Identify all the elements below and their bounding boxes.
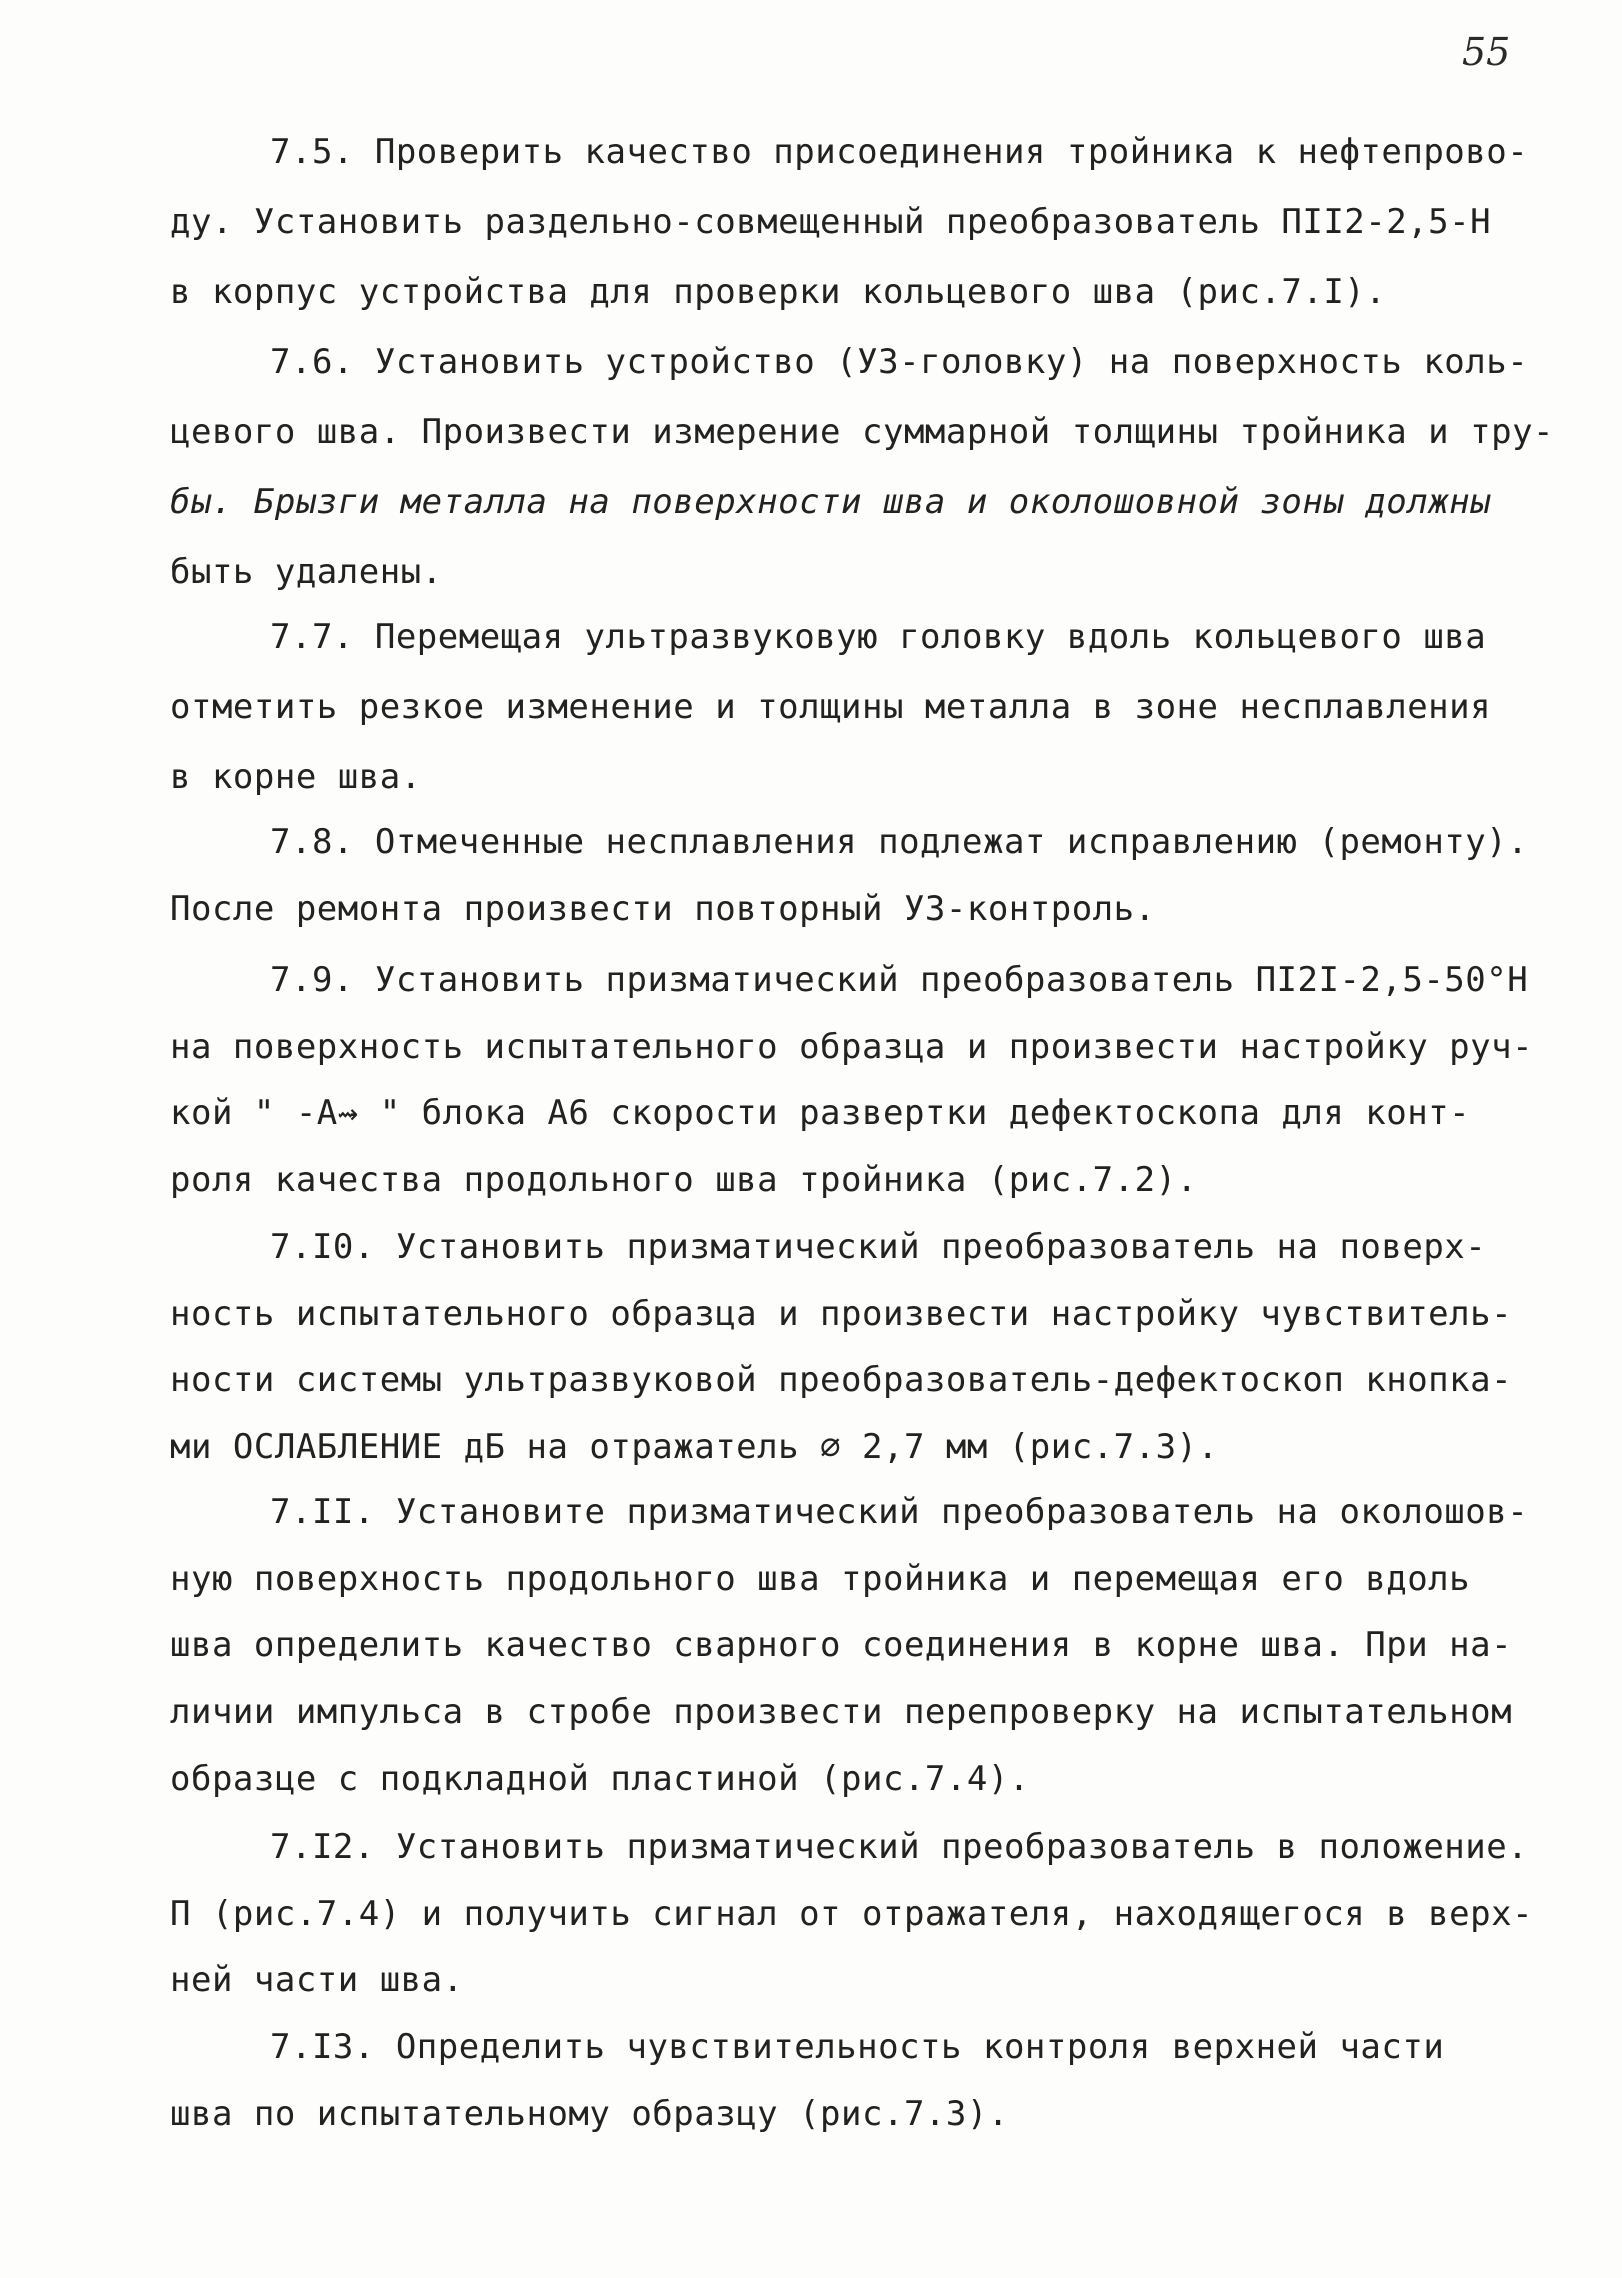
paragraph-line: ности системы ультразвуковой преобразователь-дефектоскоп кнопка- <box>170 1360 1513 1400</box>
paragraph-line: После ремонта произвести повторный УЗ-контроль. <box>170 889 1156 929</box>
paragraph-line: на поверхность испытательного образца и произвести настройку руч- <box>170 1027 1534 1067</box>
paragraph-line: цевого шва. Произвести измерение суммарной толщины тройника и тру- <box>170 412 1555 452</box>
paragraph-line: 7.I2. Установить призматический преобразователь в положение. <box>270 1827 1529 1867</box>
paragraph-line: 7.8. Отмеченные несплавления подлежат исправлению (ремонту). <box>270 822 1529 862</box>
paragraph-line: кой " -A⇝ " блока А6 скорости развертки дефектоскопа для конт- <box>170 1093 1471 1133</box>
paragraph-line: образце с подкладной пластиной (рис.7.4). <box>170 1759 1030 1799</box>
paragraph-line: 7.7. Перемещая ультразвуковую головку вдоль кольцевого шва <box>270 617 1487 657</box>
paragraph-line: ми ОСЛАБЛЕНИЕ дБ на отражатель ∅ 2,7 мм (рис.7.3). <box>170 1427 1219 1467</box>
paragraph-line: отметить резкое изменение и толщины металла в зоне несплавления <box>170 687 1492 727</box>
paragraph-line: быть удалены. <box>170 552 443 592</box>
paragraph-line: 7.6. Установить устройство (УЗ-головку) на поверхность коль- <box>270 342 1529 382</box>
paragraph-line: 7.9. Установить призматический преобразователь ПІ2І-2,5-50°Н <box>270 960 1529 1000</box>
paragraph-line: 7.I0. Установить призматический преобразователь на поверх- <box>270 1227 1487 1267</box>
paragraph-line: бы. Брызги металла на поверхности шва и околошовной зоны должны <box>170 482 1492 522</box>
paragraph-line: 7.5. Проверить качество присоединения тройника к нефтепрово- <box>270 132 1529 172</box>
paragraph-line: ность испытательного образца и произвести настройку чувствитель- <box>170 1294 1513 1334</box>
paragraph-line: П (рис.7.4) и получить сигнал от отражателя, находящегося в верх- <box>170 1894 1534 1934</box>
paragraph-line: роля качества продольного шва тройника (рис.7.2). <box>170 1160 1198 1200</box>
paragraph-line: личии импульса в стробе произвести перепроверку на испытательном <box>170 1692 1513 1732</box>
paragraph-line: шва по испытательному образцу (рис.7.3). <box>170 2094 1009 2134</box>
paragraph-line: 7.II. Установите призматический преобразователь на околошов- <box>270 1492 1529 1532</box>
paragraph-line: ней части шва. <box>170 1960 464 2000</box>
paragraph-line: ную поверхность продольного шва тройника и перемещая его вдоль <box>170 1559 1471 1599</box>
paragraph-line: в корне шва. <box>170 757 422 797</box>
page-number: 55 <box>1462 30 1511 74</box>
paragraph-line: 7.I3. Определить чувствительность контроля верхней части <box>270 2027 1445 2067</box>
paragraph-line: ду. Установить раздельно-совмещенный преобразователь ПІІ2-2,5-Н <box>170 202 1492 242</box>
paragraph-line: в корпус устройства для проверки кольцевого шва (рис.7.I). <box>170 272 1387 312</box>
paragraph-line: шва определить качество сварного соединения в корне шва. При на- <box>170 1625 1513 1665</box>
